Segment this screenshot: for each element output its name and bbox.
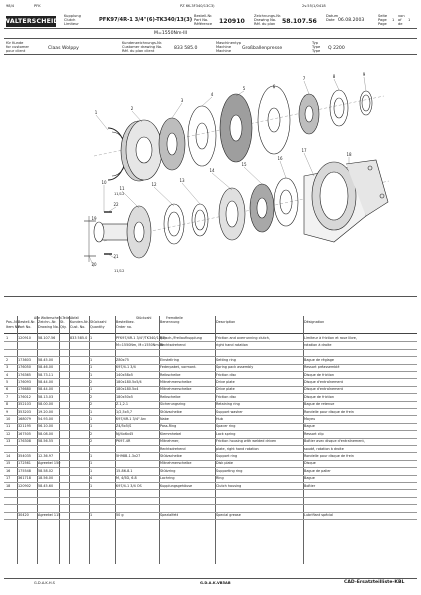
- sheet-label-en: Page: [378, 18, 387, 22]
- table-cell: Friction disc: [216, 372, 237, 377]
- table-cell: 1: [90, 357, 93, 362]
- table-column-header: Bestellbez.: [116, 320, 135, 324]
- table-cell: 58.45.00: [38, 357, 54, 362]
- table-cell: 176050: [18, 365, 31, 370]
- table-cell: Bague de réglage: [304, 357, 335, 362]
- table-cell: 2: [90, 394, 93, 399]
- part-support-ring: [250, 184, 274, 232]
- table-cell: 58.46.00: [38, 365, 54, 370]
- table-column-header: Zeichn.-Nr.: [38, 320, 57, 324]
- table-cell: Clutch housing: [216, 483, 242, 488]
- callout-number: 6: [272, 84, 276, 89]
- table-cell: M=1550Nm, M=1550Nm-III: [116, 342, 163, 347]
- table-cell: Bague: [304, 476, 315, 481]
- table-cell: Rechtsdrehend: [160, 446, 186, 451]
- table-cell: Bague de retenue: [304, 402, 335, 407]
- table-cell: K97/4-1 3/4: [116, 365, 136, 370]
- table-cell: PFK97/4R-1 3/4"/TK340/13(3): [116, 335, 166, 340]
- table-cell: 176093: [18, 379, 31, 384]
- footer-left: G.D.A.K.H.S: [34, 581, 55, 585]
- table-cell: 321195: [18, 424, 31, 429]
- callout-leader: [108, 207, 116, 212]
- table-cell: K97/4-1 3/4 OS: [116, 483, 142, 488]
- callout-leader: [244, 167, 262, 184]
- callout-number: 13: [179, 178, 185, 183]
- customer-drawing-number: 833 585.0: [174, 46, 198, 51]
- table-cell: Supporting ring: [216, 468, 243, 473]
- table-cell: 1: [90, 468, 93, 473]
- part-friction-housing: [219, 188, 245, 240]
- table-cell: 17: [6, 476, 11, 481]
- top-strip-left-a: 98/4: [6, 4, 15, 8]
- customer-label-en: for customer: [6, 45, 30, 49]
- table-cell: Mitnehmerscheibe: [160, 387, 192, 392]
- top-strip-left-b: PFK: [34, 4, 41, 8]
- table-column-subheader: Qty.: [60, 325, 67, 329]
- table-cell: 5: [6, 379, 9, 384]
- table-cell: 175548: [18, 468, 31, 473]
- table-cell: Moyeu: [304, 416, 316, 421]
- table-cell: 361718: [18, 476, 31, 481]
- customer-drawing-label-fr: Réf. du plan client: [122, 49, 155, 53]
- table-cell: 1: [90, 483, 93, 488]
- customer-label-de: für Kunde: [6, 41, 24, 45]
- callout-number: 21: [113, 254, 119, 259]
- table-cell: 19.20.00: [38, 409, 54, 414]
- callout-number: 17: [301, 148, 307, 153]
- table-cell: 4: [6, 372, 9, 377]
- company-logo: WALTERSCHEID: [3, 18, 59, 25]
- table-cell: 58.44.00: [38, 387, 54, 392]
- top-strip-center: PZ 6K-3F340/13C3): [180, 4, 215, 8]
- table-cell: Pass-Ring: [160, 424, 177, 429]
- table-cell: Lock spring: [216, 431, 236, 436]
- part-clutch-housing: [304, 160, 388, 242]
- table-cell: 1: [90, 387, 93, 392]
- table-cell: Disque: [304, 461, 316, 466]
- table-cell: Einstellring: [160, 357, 179, 362]
- part-no-label-fr: Référence: [194, 22, 213, 26]
- table-column-subheader: Item No.: [6, 325, 21, 329]
- table-column-header: Pos.-Nr.: [6, 320, 19, 324]
- table-column-header: Kunden-Nr.: [70, 320, 89, 324]
- table-cell: Bague: [304, 424, 315, 429]
- clutch-model: PFK97/4R-1 3/4"(6)-TK340/13(3): [99, 17, 193, 23]
- table-cell: Disque de friction: [304, 372, 334, 377]
- sheet-number: 1: [392, 18, 395, 22]
- table-cell: 354035: [18, 453, 31, 458]
- table-cell: Boîtier: [304, 483, 316, 488]
- table-cell: Sicherungsring: [160, 402, 186, 407]
- sheet-of-fr: de: [398, 22, 403, 26]
- table-cell: 58.73.11: [38, 372, 54, 377]
- table-cell: Disque d'entraînement: [304, 379, 343, 384]
- part-spacer-ring: [164, 204, 184, 244]
- table-group-quantity: Stückzahl: [136, 316, 152, 320]
- table-cell: 180x180.5x5/4: [116, 379, 142, 384]
- table-cell: 15-86-8.1: [116, 468, 133, 473]
- table-cell: Kupplungsgehäuse: [160, 483, 193, 488]
- callout-number: 4: [210, 92, 214, 97]
- callout-number: 12: [151, 182, 157, 187]
- type-label-en: Type: [312, 45, 321, 49]
- table-cell: 1: [90, 365, 93, 370]
- table-cell: 50 g: [116, 513, 124, 518]
- table-cell: Hub: [216, 416, 223, 421]
- customer-drawing-label-en: Customer drawing No.: [122, 45, 163, 49]
- table-cell: Spring pack assembly: [216, 365, 254, 370]
- callout-leader: [334, 79, 339, 90]
- callout-number: 10: [101, 180, 107, 185]
- table-cell: Klemmhebel: [160, 431, 182, 436]
- machine-label-en: Machine: [216, 45, 232, 49]
- table-cell: Stützscheibe: [160, 409, 182, 414]
- table-cell: 1: [90, 461, 93, 466]
- callout-number: 11: [119, 186, 125, 191]
- callout-leader: [154, 187, 174, 206]
- callout-number: 9: [362, 72, 366, 77]
- table-column-subheader: Order no.: [116, 325, 132, 329]
- table-cell: 1: [6, 335, 9, 340]
- table-cell: Bague de palier: [304, 468, 331, 473]
- callout-label-b: 11/12: [114, 269, 125, 273]
- table-cell: Mitnehmerscheibe: [160, 379, 192, 384]
- torque-setting: M=1550Nm-III: [154, 31, 188, 36]
- table-cell: Disque d'entraînement: [304, 387, 343, 392]
- table-cell: Nabe: [160, 416, 169, 421]
- table-cell: 9: [6, 409, 9, 414]
- table-cell: Federpaket, vormont.: [160, 365, 197, 370]
- callout-number: 19: [91, 216, 97, 221]
- table-cell: 120902: [18, 483, 31, 488]
- table-cell: M, 4/5D, 6.8: [116, 476, 137, 481]
- table-cell: 11: [6, 424, 11, 429]
- table-cell: Mitnehmerscheibe: [160, 461, 192, 466]
- table-column-header: Stückzahl: [90, 320, 107, 324]
- callout-number: 1: [94, 110, 98, 115]
- table-cell: 58.58.02: [38, 468, 54, 473]
- table-cell: Disque de friction: [304, 394, 334, 399]
- callout-leader: [304, 81, 309, 94]
- table-cell: 12.36.97: [38, 453, 54, 458]
- customer-drawing-label-de: Kundenzeichnungs-Nr.: [122, 41, 163, 45]
- part-no-label-de: Bestell-Nr.: [194, 14, 213, 18]
- table-cell: Stützscheibe: [160, 453, 182, 458]
- table-cell: 18: [6, 483, 11, 488]
- callout-leader: [132, 111, 142, 122]
- callout-leader: [182, 183, 200, 204]
- table-cell: Ring: [216, 476, 224, 481]
- callout-number: 20: [91, 262, 97, 267]
- sheet-of-en: of: [398, 18, 402, 22]
- callout-leader: [202, 97, 212, 106]
- exploded-view-diagram: [4, 56, 417, 292]
- table-cell: Support washer: [216, 409, 243, 414]
- table-cell: 1: [90, 424, 93, 429]
- table-column-header: Bestell-Nr.: [18, 320, 36, 324]
- table-column-subheader: Drawing No.: [38, 325, 59, 329]
- table-cell: 12: [6, 431, 11, 436]
- table-cell: 58.56.55: [38, 439, 54, 444]
- clutch-label-en: Clutch: [64, 18, 76, 22]
- callout-leader: [304, 153, 314, 176]
- part-support-washer: [330, 90, 348, 126]
- part-friction-disc-a: [159, 118, 185, 170]
- table-cell: Rondelle pour disque de frein: [304, 453, 354, 458]
- table-cell: plate, right hand rotation: [216, 446, 259, 451]
- part-retaining-ring-small: [360, 91, 372, 115]
- table-cell: 18.56.00: [38, 476, 54, 481]
- sheet-of-de: von: [398, 14, 405, 18]
- table-column-subheader: Part No.: [18, 325, 32, 329]
- table-cell: PK97-4R: [116, 439, 131, 444]
- callout-number: 8: [332, 74, 336, 79]
- table-group-abfall: Abfall: [70, 316, 80, 320]
- customer-label-fr: pour client: [6, 49, 26, 53]
- table-cell: Z80x75: [116, 357, 129, 362]
- callout-number: 14: [209, 168, 215, 173]
- type-label-fr: Type: [312, 49, 321, 53]
- table-cell: 58.00.00: [38, 402, 54, 407]
- table-cell: 180x180.5x4: [116, 387, 139, 392]
- table-cell: Special grease: [216, 513, 241, 518]
- callout-label-a: 11/12: [114, 192, 125, 196]
- parts-table: [4, 316, 417, 564]
- table-cell: 2: [90, 431, 93, 436]
- callout-leader: [212, 173, 232, 190]
- drawing-sheet: [4, 4, 417, 591]
- part-no-label-en: Part No.: [194, 18, 209, 22]
- table-cell: Friction housing with welded driven: [216, 439, 277, 444]
- sheet-label-fr: Page: [378, 22, 387, 26]
- table-cell: Agreekel 115: [38, 513, 61, 518]
- part-number: 120910: [219, 18, 245, 25]
- table-cell: Support ring: [216, 453, 238, 458]
- callout-number: 22: [113, 202, 119, 207]
- table-cell: Friction disc: [216, 394, 237, 399]
- callout-leader: [280, 161, 286, 178]
- table-cell: 167505: [18, 431, 31, 436]
- callout-number: 15: [241, 162, 247, 167]
- part-friction-disc-b: [220, 94, 252, 162]
- table-cell: 168079: [18, 416, 31, 421]
- table-cell: Lochring: [160, 476, 175, 481]
- table-cell: Reibscheibe: [160, 372, 181, 377]
- table-cell: Boîtier avec disque d'entraînement,: [304, 439, 365, 444]
- table-column-header: Benennung: [160, 320, 180, 324]
- callout-leader: [122, 191, 139, 208]
- table-cell: 833 585.0: [70, 335, 88, 340]
- table-column-header: St.: [60, 320, 65, 324]
- table-cell: Mitnehmer,: [160, 439, 180, 444]
- table-cell: 6: [6, 387, 9, 392]
- table-cell: Drive plate: [216, 387, 235, 392]
- table-cell: right hand rotation: [216, 342, 248, 347]
- clutch-label-de: Kupplung: [64, 14, 81, 18]
- table-cell: 8: [6, 402, 9, 407]
- table-cell: 2: [90, 439, 93, 444]
- table-cell: Stützring: [160, 468, 176, 473]
- table-cell: Z4/5x5/S: [116, 424, 132, 429]
- table-column-header: Description: [216, 320, 236, 324]
- table-cell: 1: [90, 372, 93, 377]
- clutch-label-fr: Limiteur: [64, 22, 79, 26]
- table-cell: Rondelle pour disque de frein: [304, 409, 354, 414]
- table-cell: Agreekel 150: [38, 461, 61, 466]
- table-cell: 4: [90, 476, 93, 481]
- table-cell: Friction and overrunning clutch,: [216, 335, 270, 340]
- table-cell: Z.1,2.1: [116, 402, 129, 407]
- table-cell: 58.45.60: [38, 483, 54, 488]
- table-column-subheader: Quantity: [90, 325, 105, 329]
- callout-number: 5: [242, 86, 246, 91]
- date-value: 06.08.2003: [338, 18, 365, 23]
- machine-label-de: Maschinentyp: [216, 41, 242, 45]
- table-header: [4, 320, 417, 334]
- table-cell: 1: [90, 513, 93, 518]
- table-cell: 3: [6, 365, 9, 370]
- table-cell: Lubrifiant spécial: [304, 513, 334, 518]
- customer-name: Claas Wolppy: [48, 46, 79, 51]
- table-cell: 1: [90, 416, 93, 421]
- machine-type: Q 2200: [328, 46, 345, 51]
- table-cell: Setting ring: [216, 357, 236, 362]
- table-cell: 56.10.00: [38, 424, 54, 429]
- part-friction-disc-c: [299, 94, 319, 134]
- date-label-de: Datum: [326, 14, 339, 18]
- sheet-total: 1: [408, 18, 411, 22]
- table-cell: Limiteur à friction et roue libre,: [304, 335, 357, 340]
- table-cell: rotation à droite: [304, 342, 332, 347]
- table-cell: Rutsch-/Freilaufkupplung: [160, 335, 202, 340]
- part-drive-plate-a: [188, 106, 216, 166]
- machine-name: Großballenpresse: [242, 46, 283, 51]
- table-cell: 58.44.00: [38, 379, 54, 384]
- table-cell: Drive plate: [216, 379, 235, 384]
- date-label-en: Date: [326, 18, 335, 22]
- table-cell: 7: [6, 394, 9, 399]
- table-cell: 2: [90, 402, 93, 407]
- table-cell: 176308: [18, 439, 31, 444]
- table-cell: 140x58x5: [116, 372, 133, 377]
- table-cell: 176012: [18, 394, 31, 399]
- table-cell: 30420: [18, 513, 29, 518]
- table-cell: Ressort préassemblé: [304, 365, 340, 370]
- table-cell: 180x50x5: [116, 394, 133, 399]
- type-label-de: Typ: [312, 41, 319, 45]
- table-cell: 353203: [18, 409, 31, 414]
- table-cell: Rechtsdrehend: [160, 342, 186, 347]
- table-cell: Ressort clip: [304, 431, 324, 436]
- table-cell: K97/4R-1 3/4" Arc: [116, 416, 147, 421]
- table-cell: 5H98B-1.3x27: [116, 453, 141, 458]
- table-cell: 16: [6, 468, 11, 473]
- table-cell: 172561: [18, 461, 31, 466]
- footer-right: CAD-Ersatzteilliste-KBL: [344, 580, 405, 585]
- table-cell: 352103: [18, 402, 31, 407]
- table-cell: Reibscheibe: [160, 394, 181, 399]
- callout-number: 16: [277, 156, 283, 161]
- table-cell: soudé, rotation à droite: [304, 446, 344, 451]
- part-lock-spring: [192, 204, 208, 236]
- drawing-no-label-fr: Réf. du plan: [254, 22, 276, 26]
- table-cell: 2: [6, 357, 9, 362]
- callout-leader: [364, 77, 366, 91]
- table-column-header: Désignation: [304, 320, 325, 324]
- table-cell: Retaining ring: [216, 402, 240, 407]
- table-cell: 1: [90, 453, 93, 458]
- table-cell: 1/2,5x5,7: [116, 409, 133, 414]
- table-column-subheader: Cust. No.: [70, 325, 86, 329]
- table-cell: 13: [6, 439, 11, 444]
- table-cell: 176680: [18, 387, 31, 392]
- table-cell: 1: [90, 409, 93, 414]
- table-cell: 58.08.00: [38, 431, 54, 436]
- table-cell: 2: [90, 379, 93, 384]
- table-cell: 10: [6, 416, 11, 421]
- table-cell: 14: [6, 453, 11, 458]
- table-cell: 58.107.56: [38, 335, 56, 340]
- part-drive-plate-b: [258, 86, 290, 154]
- footer-center: G.D.A.K.VB5AB: [200, 581, 231, 585]
- drawing-no-label-de: Zeichnungs-Nr.: [254, 14, 282, 18]
- callout-number: 3: [180, 98, 184, 103]
- table-cell: Disk plate: [216, 461, 233, 466]
- table-cell: 1: [90, 335, 93, 340]
- callout-number: 2: [130, 106, 134, 111]
- sheet-label-de: Seite: [378, 14, 388, 18]
- drawing-number: 58.107.56: [282, 18, 317, 25]
- callout-number: 7: [302, 76, 306, 81]
- table-cell: 15: [6, 461, 11, 466]
- part-spring-pack: [121, 120, 162, 181]
- table-row: [4, 512, 417, 520]
- table-cell: 173603: [18, 357, 31, 362]
- part-disk-plate: [274, 178, 298, 226]
- table-group-walterscheid: Alle Walterscheid-Teile: [34, 316, 70, 320]
- table-cell: Spacer ring: [216, 424, 236, 429]
- top-strip-right: 2v.55/1/0418: [302, 4, 326, 8]
- drawing-no-label-en: Drawing No.: [254, 18, 277, 22]
- callout-leader: [96, 115, 108, 130]
- table-cell: NJ/4x6x45: [116, 431, 134, 436]
- callout-leader: [172, 103, 182, 118]
- table-cell: Spezialfett: [160, 513, 179, 518]
- table-cell: 54.93.00: [38, 416, 54, 421]
- machine-label-fr: Machine: [216, 49, 232, 53]
- table-cell: 120910: [18, 335, 31, 340]
- table-group-foreign: Fremdteile: [166, 316, 183, 320]
- table-cell: 58.13.03: [38, 394, 54, 399]
- callout-number: 18: [346, 152, 352, 157]
- table-cell: 176365: [18, 372, 31, 377]
